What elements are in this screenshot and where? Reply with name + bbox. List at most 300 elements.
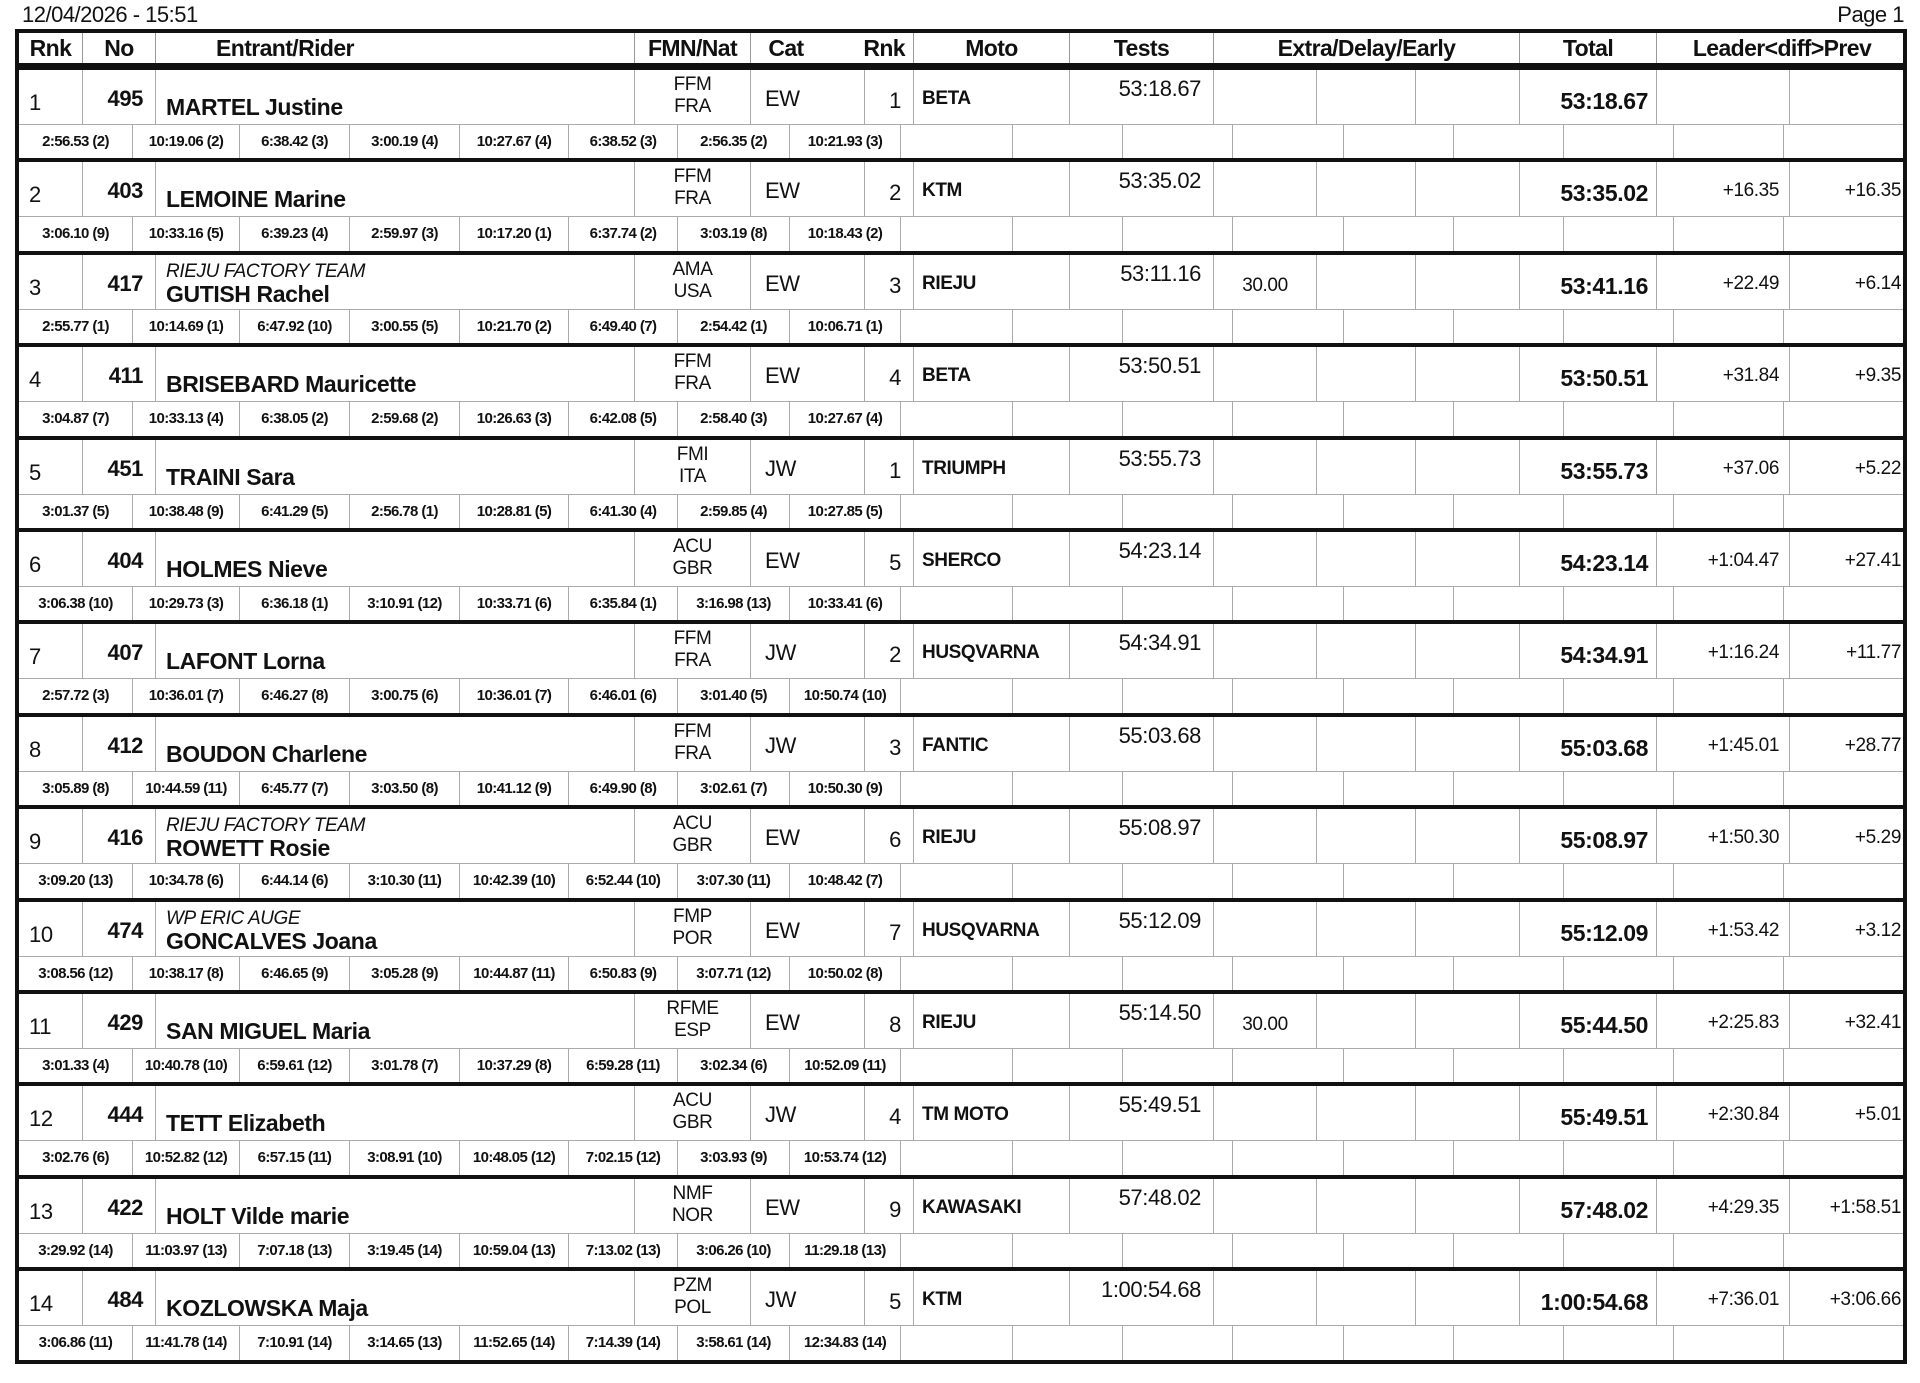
rank-cell: 5 bbox=[19, 440, 83, 494]
split-empty bbox=[1564, 1141, 1674, 1175]
federation-cell bbox=[635, 902, 751, 956]
category-rank: 4 bbox=[865, 1086, 914, 1140]
header-cat-rnk: Rnk bbox=[821, 33, 914, 63]
split-time: 6:35.84 (1) bbox=[569, 587, 678, 621]
split-empty bbox=[901, 772, 1013, 806]
nationality: FRA bbox=[674, 96, 711, 117]
split-time: 10:50.02 (8) bbox=[790, 957, 901, 991]
split-time: 6:44.14 (6) bbox=[240, 864, 350, 898]
split-time: 2:59.85 (4) bbox=[678, 495, 790, 529]
split-time: 10:44.59 (11) bbox=[133, 772, 240, 806]
split-time: 6:36.18 (1) bbox=[240, 587, 350, 621]
total-time: 53:35.02 bbox=[1520, 162, 1657, 216]
early-time bbox=[1416, 624, 1520, 678]
nationality: ITA bbox=[679, 465, 706, 487]
motorcycle-brand: RIEJU bbox=[914, 809, 1070, 863]
split-empty bbox=[1233, 495, 1344, 529]
split-empty bbox=[1784, 679, 1907, 713]
gap-to-previous bbox=[1790, 70, 1907, 124]
split-empty bbox=[1123, 957, 1233, 991]
split-time: 3:08.91 (10) bbox=[350, 1141, 460, 1175]
header-no: No bbox=[83, 33, 156, 63]
split-empty bbox=[1233, 1141, 1344, 1175]
split-empty bbox=[1123, 679, 1233, 713]
split-empty bbox=[1784, 402, 1907, 436]
split-time: 10:33.71 (6) bbox=[460, 587, 569, 621]
split-empty bbox=[1564, 679, 1674, 713]
split-time: 10:06.71 (1) bbox=[790, 310, 901, 344]
extra-time bbox=[1214, 1086, 1317, 1140]
category: EW bbox=[751, 994, 865, 1048]
split-time: 3:02.34 (6) bbox=[678, 1049, 790, 1083]
table-row bbox=[15, 436, 1907, 532]
split-empty bbox=[1454, 125, 1564, 159]
team-name: RIEJU FACTORY TEAM bbox=[166, 260, 366, 282]
split-time: 2:56.78 (1) bbox=[350, 495, 460, 529]
split-empty bbox=[1233, 217, 1344, 251]
delay-time bbox=[1317, 902, 1416, 956]
motorcycle-brand: RIEJU bbox=[914, 994, 1070, 1048]
split-empty bbox=[1123, 587, 1233, 621]
header-rider: Entrant/Rider bbox=[156, 33, 635, 63]
split-empty bbox=[1454, 1234, 1564, 1268]
motorcycle-brand: HUSQVARNA bbox=[914, 902, 1070, 956]
rider-name: KOZLOWSKA Maja bbox=[166, 1295, 368, 1322]
bib-number: 412 bbox=[83, 717, 156, 771]
split-empty bbox=[1674, 495, 1784, 529]
bib-number: 407 bbox=[83, 624, 156, 678]
split-time: 6:37.74 (2) bbox=[569, 217, 678, 251]
split-empty bbox=[1784, 217, 1907, 251]
category-rank: 3 bbox=[865, 255, 914, 309]
category: JW bbox=[751, 717, 865, 771]
extra-time: 30.00 bbox=[1214, 255, 1317, 309]
federation-cell bbox=[635, 717, 751, 771]
split-empty bbox=[1123, 1326, 1233, 1360]
split-time: 6:49.40 (7) bbox=[569, 310, 678, 344]
bib-number: 404 bbox=[83, 532, 156, 586]
federation: AMA bbox=[672, 258, 713, 280]
header-rnk: Rnk bbox=[19, 33, 83, 63]
split-empty bbox=[1454, 1141, 1564, 1175]
split-time: 10:27.67 (4) bbox=[460, 125, 569, 159]
federation-cell bbox=[635, 162, 751, 216]
motorcycle-brand: KTM bbox=[914, 162, 1070, 216]
split-time: 10:48.05 (12) bbox=[460, 1141, 569, 1175]
early-time bbox=[1416, 717, 1520, 771]
table-row bbox=[15, 158, 1907, 254]
federation: FFM bbox=[673, 166, 712, 188]
total-time: 1:00:54.68 bbox=[1520, 1271, 1657, 1325]
tests-time: 55:12.09 bbox=[1070, 902, 1214, 956]
tests-time: 53:35.02 bbox=[1070, 162, 1214, 216]
split-empty bbox=[1123, 495, 1233, 529]
rider-name: HOLT Vilde marie bbox=[166, 1202, 350, 1229]
split-empty bbox=[1013, 402, 1123, 436]
split-time: 3:00.55 (5) bbox=[350, 310, 460, 344]
split-time: 6:49.90 (8) bbox=[569, 772, 678, 806]
motorcycle-brand: BETA bbox=[914, 70, 1070, 124]
split-time: 7:13.02 (13) bbox=[569, 1234, 678, 1268]
split-empty bbox=[1454, 864, 1564, 898]
split-time: 12:34.83 (14) bbox=[790, 1326, 901, 1360]
motorcycle-brand: KTM bbox=[914, 1271, 1070, 1325]
split-empty bbox=[1013, 1049, 1123, 1083]
split-empty bbox=[1344, 310, 1454, 344]
extra-time bbox=[1214, 532, 1317, 586]
split-empty bbox=[1784, 1234, 1907, 1268]
split-empty bbox=[1454, 310, 1564, 344]
gap-to-leader: +1:53.42 bbox=[1657, 902, 1790, 956]
split-time: 10:27.85 (5) bbox=[790, 495, 901, 529]
split-empty bbox=[1784, 495, 1907, 529]
federation-cell bbox=[635, 255, 751, 309]
gap-to-leader: +4:29.35 bbox=[1657, 1179, 1790, 1233]
split-empty bbox=[1013, 310, 1123, 344]
split-empty bbox=[901, 1326, 1013, 1360]
split-time: 6:47.92 (10) bbox=[240, 310, 350, 344]
split-empty bbox=[1013, 679, 1123, 713]
split-empty bbox=[1784, 772, 1907, 806]
split-empty bbox=[1123, 772, 1233, 806]
federation-cell bbox=[635, 1271, 751, 1325]
federation: RFME bbox=[666, 998, 719, 1019]
rider-name: LEMOINE Marine bbox=[166, 186, 346, 213]
early-time bbox=[1416, 809, 1520, 863]
category-rank: 7 bbox=[865, 902, 914, 956]
split-time: 6:52.44 (10) bbox=[569, 864, 678, 898]
split-empty bbox=[1564, 1326, 1674, 1360]
split-empty bbox=[1123, 217, 1233, 251]
split-empty bbox=[1344, 679, 1454, 713]
federation-cell bbox=[635, 532, 751, 586]
nationality: GBR bbox=[672, 1112, 713, 1134]
federation-cell bbox=[635, 70, 751, 124]
split-time: 10:40.78 (10) bbox=[133, 1049, 240, 1083]
nationality: GBR bbox=[672, 558, 713, 579]
rider-cell bbox=[156, 255, 635, 309]
split-time: 10:33.41 (6) bbox=[790, 587, 901, 621]
split-empty bbox=[1013, 1326, 1123, 1360]
gap-to-leader: +1:16.24 bbox=[1657, 624, 1790, 678]
split-time: 10:52.82 (12) bbox=[133, 1141, 240, 1175]
split-time: 3:03.93 (9) bbox=[678, 1141, 790, 1175]
bib-number: 417 bbox=[83, 255, 156, 309]
split-empty bbox=[1454, 1049, 1564, 1083]
motorcycle-brand: SHERCO bbox=[914, 532, 1070, 586]
motorcycle-brand: FANTIC bbox=[914, 717, 1070, 771]
split-time: 7:02.15 (12) bbox=[569, 1141, 678, 1175]
gap-to-leader: +1:50.30 bbox=[1657, 809, 1790, 863]
split-empty bbox=[1233, 679, 1344, 713]
split-time: 10:21.70 (2) bbox=[460, 310, 569, 344]
split-times-row bbox=[19, 124, 1903, 160]
federation: FMP bbox=[673, 905, 712, 927]
nationality: NOR bbox=[671, 1204, 714, 1226]
gap-to-previous: +3.12 bbox=[1854, 919, 1901, 941]
tests-time: 55:14.50 bbox=[1070, 994, 1214, 1048]
total-time: 53:55.73 bbox=[1520, 440, 1657, 494]
split-empty bbox=[1013, 1234, 1123, 1268]
split-empty bbox=[1784, 1326, 1907, 1360]
split-time: 11:52.65 (14) bbox=[460, 1326, 569, 1360]
extra-time: 30.00 bbox=[1214, 994, 1317, 1048]
gap-to-previous: +6.14 bbox=[1854, 272, 1901, 294]
split-empty bbox=[1454, 957, 1564, 991]
gap-to-leader: +22.49 bbox=[1657, 255, 1790, 309]
split-empty bbox=[1233, 1326, 1344, 1360]
rider-name: MARTEL Justine bbox=[166, 94, 343, 120]
split-time: 6:41.29 (5) bbox=[240, 495, 350, 529]
bib-number: 451 bbox=[83, 440, 156, 494]
category: JW bbox=[751, 440, 865, 494]
delay-time bbox=[1317, 1086, 1416, 1140]
split-time: 6:46.01 (6) bbox=[569, 679, 678, 713]
split-empty bbox=[1013, 1141, 1123, 1175]
split-time: 2:58.40 (3) bbox=[678, 402, 790, 436]
split-empty bbox=[1123, 1049, 1233, 1083]
split-empty bbox=[1123, 1234, 1233, 1268]
table-row bbox=[15, 990, 1907, 1086]
split-time: 2:55.77 (1) bbox=[19, 310, 133, 344]
split-time: 10:19.06 (2) bbox=[133, 125, 240, 159]
rider-cell bbox=[156, 70, 635, 124]
split-empty bbox=[1564, 587, 1674, 621]
rider-cell bbox=[156, 1271, 635, 1325]
split-empty bbox=[1784, 957, 1907, 991]
split-time: 3:08.56 (12) bbox=[19, 957, 133, 991]
nationality: ESP bbox=[674, 1020, 711, 1041]
split-time: 10:28.81 (5) bbox=[460, 495, 569, 529]
split-time: 3:10.30 (11) bbox=[350, 864, 460, 898]
split-empty bbox=[1013, 957, 1123, 991]
gap-to-previous: +27.41 bbox=[1844, 550, 1901, 571]
motorcycle-brand: BETA bbox=[914, 347, 1070, 401]
bib-number: 484 bbox=[83, 1271, 156, 1325]
bib-number: 444 bbox=[83, 1086, 156, 1140]
split-times-row bbox=[19, 956, 1903, 992]
early-time bbox=[1416, 162, 1520, 216]
split-empty bbox=[901, 495, 1013, 529]
split-empty bbox=[1454, 1326, 1564, 1360]
federation: FFM bbox=[673, 720, 712, 742]
motorcycle-brand: TM MOTO bbox=[914, 1086, 1070, 1140]
category: EW bbox=[751, 255, 865, 309]
header-moto: Moto bbox=[914, 33, 1070, 63]
split-time: 3:00.75 (6) bbox=[350, 679, 460, 713]
split-empty bbox=[1674, 1234, 1784, 1268]
category-rank: 8 bbox=[865, 994, 914, 1048]
split-empty bbox=[1674, 402, 1784, 436]
category-rank: 4 bbox=[865, 347, 914, 401]
gap-to-leader bbox=[1657, 70, 1790, 124]
split-times-row bbox=[19, 678, 1903, 714]
split-empty bbox=[1564, 1234, 1674, 1268]
nationality: POR bbox=[672, 927, 713, 949]
split-time: 3:02.76 (6) bbox=[19, 1141, 133, 1175]
split-empty bbox=[1344, 125, 1454, 159]
federation: FFM bbox=[673, 351, 712, 373]
category: JW bbox=[751, 624, 865, 678]
bib-number: 429 bbox=[83, 994, 156, 1048]
early-time bbox=[1416, 902, 1520, 956]
delay-time bbox=[1317, 255, 1416, 309]
split-times-row bbox=[19, 771, 1903, 807]
total-time: 54:23.14 bbox=[1520, 532, 1657, 586]
delay-time bbox=[1317, 532, 1416, 586]
rank-cell: 4 bbox=[19, 347, 83, 401]
split-empty bbox=[1013, 495, 1123, 529]
gap-to-leader: +31.84 bbox=[1657, 347, 1790, 401]
category: EW bbox=[751, 347, 865, 401]
split-time: 2:59.97 (3) bbox=[350, 217, 460, 251]
split-time: 6:38.42 (3) bbox=[240, 125, 350, 159]
gap-to-previous: +28.77 bbox=[1844, 734, 1901, 756]
extra-time bbox=[1214, 809, 1317, 863]
split-empty bbox=[901, 679, 1013, 713]
split-times-row bbox=[19, 1140, 1903, 1176]
delay-time bbox=[1317, 717, 1416, 771]
rider-name: TRAINI Sara bbox=[166, 463, 295, 490]
federation-cell bbox=[635, 809, 751, 863]
split-time: 10:42.39 (10) bbox=[460, 864, 569, 898]
rank-cell: 8 bbox=[19, 717, 83, 771]
split-empty bbox=[901, 125, 1013, 159]
split-empty bbox=[901, 217, 1013, 251]
split-empty bbox=[901, 310, 1013, 344]
page-number: Page 1 bbox=[1837, 2, 1904, 27]
split-time: 3:01.78 (7) bbox=[350, 1049, 460, 1083]
early-time bbox=[1416, 532, 1520, 586]
header-tests: Tests bbox=[1070, 33, 1214, 63]
split-time: 7:10.91 (14) bbox=[240, 1326, 350, 1360]
split-empty bbox=[1564, 957, 1674, 991]
split-empty bbox=[1233, 1049, 1344, 1083]
total-time: 55:12.09 bbox=[1520, 902, 1657, 956]
federation-cell bbox=[635, 994, 751, 1048]
split-time: 3:01.33 (4) bbox=[19, 1049, 133, 1083]
split-empty bbox=[1674, 217, 1784, 251]
gap-to-previous: +3:06.66 bbox=[1829, 1289, 1901, 1311]
category: EW bbox=[751, 902, 865, 956]
split-time: 3:19.45 (14) bbox=[350, 1234, 460, 1268]
motorcycle-brand: TRIUMPH bbox=[914, 440, 1070, 494]
early-time bbox=[1416, 70, 1520, 124]
rider-cell bbox=[156, 440, 635, 494]
early-time bbox=[1416, 1271, 1520, 1325]
category: JW bbox=[751, 1271, 865, 1325]
split-time: 11:03.97 (13) bbox=[133, 1234, 240, 1268]
rank-cell: 2 bbox=[19, 162, 83, 216]
motorcycle-brand: HUSQVARNA bbox=[914, 624, 1070, 678]
split-time: 3:02.61 (7) bbox=[678, 772, 790, 806]
split-empty bbox=[1564, 217, 1674, 251]
total-time: 55:08.97 bbox=[1520, 809, 1657, 863]
rank-cell: 12 bbox=[19, 1086, 83, 1140]
split-empty bbox=[1233, 310, 1344, 344]
split-times-row bbox=[19, 216, 1903, 252]
extra-time bbox=[1214, 162, 1317, 216]
table-header bbox=[15, 29, 1907, 67]
split-time: 6:57.15 (11) bbox=[240, 1141, 350, 1175]
gap-to-previous: +9.35 bbox=[1854, 365, 1901, 387]
rider-cell bbox=[156, 532, 635, 586]
split-time: 2:56.35 (2) bbox=[678, 125, 790, 159]
split-time: 10:26.63 (3) bbox=[460, 402, 569, 436]
category-rank: 9 bbox=[865, 1179, 914, 1233]
split-empty bbox=[901, 587, 1013, 621]
split-empty bbox=[1233, 957, 1344, 991]
nationality: FRA bbox=[674, 373, 711, 395]
rider-cell bbox=[156, 902, 635, 956]
early-time bbox=[1416, 255, 1520, 309]
split-time: 3:07.71 (12) bbox=[678, 957, 790, 991]
rider-cell bbox=[156, 809, 635, 863]
split-empty bbox=[1344, 772, 1454, 806]
rank-cell: 10 bbox=[19, 902, 83, 956]
tests-time: 53:11.16 bbox=[1070, 255, 1214, 309]
split-time: 10:41.12 (9) bbox=[460, 772, 569, 806]
gap-to-leader: +2:30.84 bbox=[1657, 1086, 1790, 1140]
nationality: FRA bbox=[674, 650, 711, 672]
gap-to-leader: +7:36.01 bbox=[1657, 1271, 1790, 1325]
delay-time bbox=[1317, 1271, 1416, 1325]
rank-cell: 3 bbox=[19, 255, 83, 309]
category: EW bbox=[751, 809, 865, 863]
split-empty bbox=[1674, 1326, 1784, 1360]
split-empty bbox=[901, 402, 1013, 436]
delay-time bbox=[1317, 809, 1416, 863]
split-time: 10:44.87 (11) bbox=[460, 957, 569, 991]
split-time: 3:14.65 (13) bbox=[350, 1326, 460, 1360]
table-row bbox=[15, 528, 1907, 624]
category-rank: 1 bbox=[865, 70, 914, 124]
split-empty bbox=[1123, 402, 1233, 436]
split-empty bbox=[1784, 864, 1907, 898]
split-empty bbox=[1454, 679, 1564, 713]
split-time: 10:38.17 (8) bbox=[133, 957, 240, 991]
split-empty bbox=[901, 1049, 1013, 1083]
split-time: 10:33.13 (4) bbox=[133, 402, 240, 436]
split-time: 6:38.52 (3) bbox=[569, 125, 678, 159]
split-empty bbox=[1454, 772, 1564, 806]
split-empty bbox=[1674, 1141, 1784, 1175]
split-time: 10:21.93 (3) bbox=[790, 125, 901, 159]
gap-to-previous: +11.77 bbox=[1846, 642, 1901, 664]
header-fmn: FMN/Nat bbox=[635, 33, 751, 63]
category-rank: 2 bbox=[865, 624, 914, 678]
category: EW bbox=[751, 70, 865, 124]
tests-time: 55:49.51 bbox=[1070, 1086, 1214, 1140]
split-empty bbox=[1013, 217, 1123, 251]
gap-to-leader: +37.06 bbox=[1657, 440, 1790, 494]
gap-to-previous: +32.41 bbox=[1844, 1012, 1901, 1033]
rider-name: HOLMES Nieve bbox=[166, 556, 328, 582]
team-name: RIEJU FACTORY TEAM bbox=[166, 815, 366, 837]
rider-name: LAFONT Lorna bbox=[166, 648, 325, 675]
total-time: 55:49.51 bbox=[1520, 1086, 1657, 1140]
split-time: 10:36.01 (7) bbox=[133, 679, 240, 713]
motorcycle-brand: RIEJU bbox=[914, 255, 1070, 309]
split-time: 6:39.23 (4) bbox=[240, 217, 350, 251]
rider-name: TETT Elizabeth bbox=[166, 1110, 326, 1137]
extra-time bbox=[1214, 717, 1317, 771]
split-empty bbox=[1123, 1141, 1233, 1175]
federation: FMI bbox=[676, 443, 709, 465]
extra-time bbox=[1214, 347, 1317, 401]
federation-cell bbox=[635, 624, 751, 678]
split-time: 6:46.65 (9) bbox=[240, 957, 350, 991]
